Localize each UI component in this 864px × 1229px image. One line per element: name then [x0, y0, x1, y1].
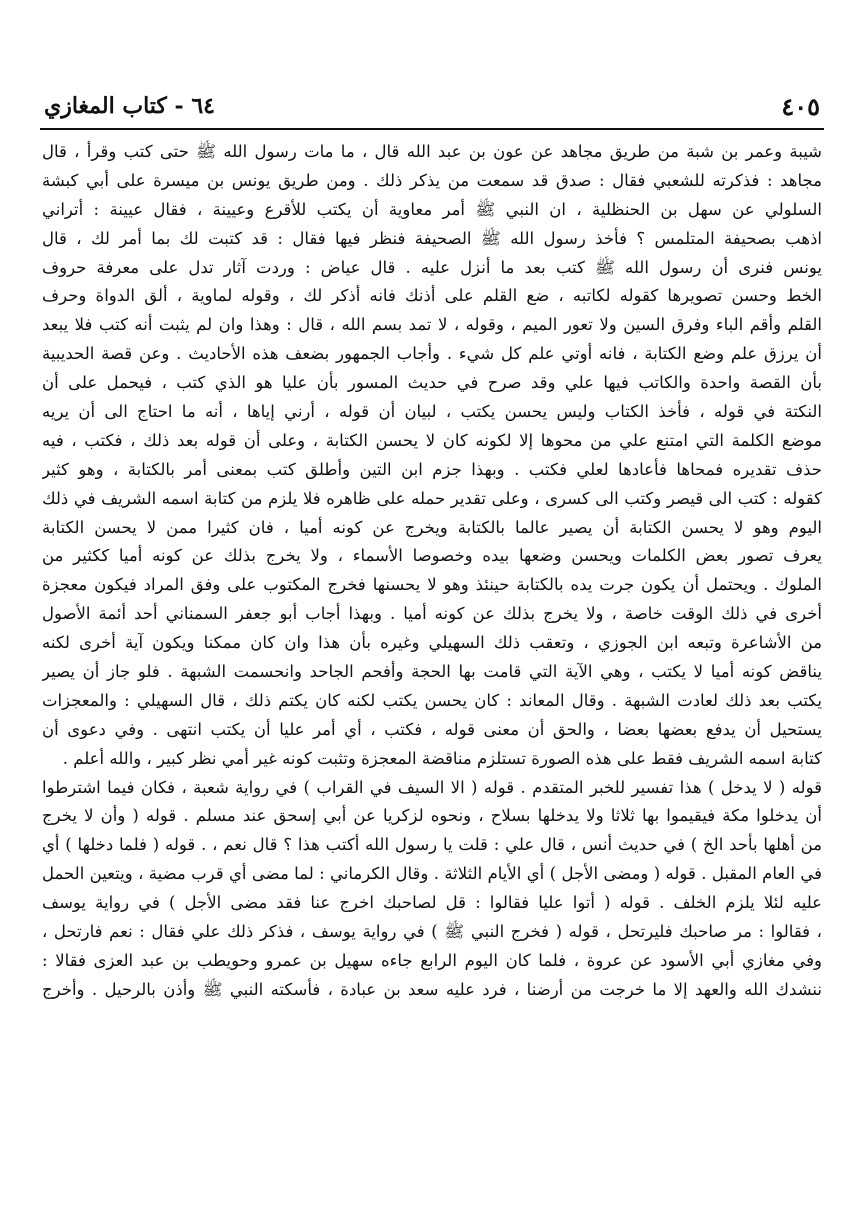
text-line: كقوله : كتب الى قيصر وكتب الى كسرى ، وعلى تقدير حمله على ظاهره فلا يلزم من كتابة اسمه الشريف في ذلك: [42, 488, 822, 508]
text-line: حذف تقديره فمحاها فأعادها لعلي فكتب . وبهذا جزم ابن التين وأطلق كتب بمعنى أمر بالكتابة ، وهو كثير: [42, 459, 822, 479]
text-line: أن يدخلوا مكة فيقيموا بها ثلاثا ولا يدخلها بسلاح ، ونحوه لزكريا عن أبي إسحق عند مسلم . قوله ( وأن لا يخرج: [42, 806, 822, 826]
page-header: [44, 86, 820, 126]
text-line: يونس فنرى أن رسول الله ﷺ كتب بعد ما أنزل عليه . قال عياض : وردت آثار تدل على معرفة حروف: [42, 257, 822, 277]
text-line: بأن القصة واحدة والكاتب فيها علي وقد صرح في حديث المسور بأن عليا هو الذي كتب ، فيحمل على أن: [42, 373, 822, 393]
page-number: ٤٠٥: [781, 91, 820, 121]
text-line: الخط وحسن تصويرها كقوله لكاتبه ، ضع القلم على أذنك فانه أذكر لك ، وقوله لماوية ، ألق الدواة وحرف: [42, 286, 822, 306]
text-line: الملوك . ويحتمل أن يكون جرت يده بالكتابة حينئذ وهو لا يحسنها فخرج المكتوب على وفق المراد فيكون معجزة: [42, 575, 822, 595]
text-line: وفي مغازي أبي الأسود عن عروة ، فلما كان اليوم الرابع جاءه سهيل بن عمرو وحويطب بن عبد العزى فقالا :: [42, 950, 822, 970]
text-line: القلم وأقم الباء وفرق السين ولا تعور الميم ، وقوله ، لا تمد بسم الله ، قال : وهذا وان لم يثبت أنه كتب فلا يبعد: [42, 315, 822, 335]
text-line: يكتب بعد ذلك لعادت الشبهة . وقال المعاند : كان يحسن يكتب لكنه كان يكتم ذلك ، قال السهيلي : والمعجزات: [42, 690, 822, 710]
text-line: مجاهد : فذكرته للشعبي فقال : صدق قد سمعت من يذكر ذلك . ومن طريق يونس بن ميسرة على أبي كبشة: [42, 170, 822, 190]
header-rule: [40, 128, 824, 130]
text-line: ننشدك الله والعهد إلا ما خرجت من أرضنا ، فرد عليه سعد بن عبادة ، فأسكته النبي ﷺ وأذن بالرحيل . وأخرج: [42, 979, 822, 999]
text-line: السلولي عن سهل بن الحنظلية ، ان النبي ﷺ أمر معاوية أن يكتب للأقرع وعيينة ، فقال عيينة : أتراني: [42, 199, 822, 219]
text-line: موضع الكلمة التي امتنع علي من محوها إلا لكونه كان لا يحسن الكتابة ، وعلى أن قوله بعد ذلك ، فكتب ، فيه: [42, 430, 822, 450]
text-line: أن يرزق علم وضع الكتابة ، فانه أوتي علم كل شيء . وأجاب الجمهور بضعف هذه الأحاديث . وعن قصة الحديبية: [42, 344, 822, 364]
text-line: كتابة اسمه الشريف فقط على هذه الصورة تستلزم مناقضة المعجزة وتثبت كونه غير أمي نظر كبير ، والله أعلم .: [62, 748, 822, 768]
text-line: النكتة في قوله ، فأخذ الكتاب وليس يحسن يكتب ، لبيان أن قوله ، أرني إياها ، أنه ما احتاج الى أن يريه: [42, 402, 822, 422]
text-line: قوله ( لا يدخل ) هذا تفسير للخبر المتقدم . قوله ( الا السيف في القراب ) في رواية شعبة ، فكان فيما اشترطوا: [42, 777, 822, 797]
text-line: عليه لئلا يلزم الخلف . قوله ( أتوا عليا فقالوا : قل لصاحبك اخرج عنا فقد مضى الأجل ) في رواية يوسف: [42, 893, 822, 913]
text-line: من أهلها بأحد الخ ) في حديث أنس ، قال علي : قلت يا رسول الله أكتب هذا ؟ قال نعم ، . قوله ( فلما دخلها ) أي: [42, 835, 822, 855]
text-line: اذهب بصحيفة المتلمس ؟ فأخذ رسول الله ﷺ الصحيفة فنظر فيها فقال : قد كتبت لك بما أمر لك ، قال: [42, 228, 822, 248]
text-line: اليوم وهو لا يحسن الكتابة أن يصير عالما بالكتابة ويخرج عن كونه أميا ، فان كثيرا ممن لا يحسن الكتابة: [42, 517, 822, 537]
text-line: يعرف تصور بعض الكلمات ويحسن وضعها بيده وخصوصا الأسماء ، ولا يخرج بذلك عن كونه أميا ككثير من: [42, 546, 822, 566]
text-line: من الأشاعرة وتبعه ابن الجوزي ، وتعقب ذلك السهيلي وغيره بأن هذا وان كان ممكنا ويكون آية أخرى لكنه: [42, 633, 822, 653]
text-line: في العام المقبل . قوله ( ومضى الأجل ) أي الأيام الثلاثة . وقال الكرماني : لما مضى أي قرب مضية ، ويتعين الحمل: [42, 864, 822, 884]
text-line: أخرى في ذلك الوقت خاصة ، ولا يخرج بذلك عن كونه أميا . وبهذا أجاب أبو جعفر السمناني أحد أئمة الأصول: [42, 604, 822, 624]
body-text: [42, 138, 822, 1208]
text-line: ، فقالوا : مر صاحبك فليرتحل ، قوله ( فخرج النبي ﷺ ) في رواية يوسف ، فذكر ذلك علي فقال : نعم فارتحل ،: [42, 922, 822, 942]
text-line: يستحيل أن يدفع بعضها بعضا ، والحق أن معنى قوله ، فكتب ، أي أمر عليا أن يكتب انتهى . وفي دعوى أن: [42, 719, 822, 739]
text-line: يناقض كونه أميا لا يكتب ، وهي الآية التي قامت بها الحجة وأفحم الجاحد وانحسمت الشبهة . فلو جاز أن يصير: [42, 662, 822, 682]
text-line: شيبة وعمر بن شبة من طريق مجاهد عن عون بن عبد الله قال ، ما مات رسول الله ﷺ حتى كتب وقرأ ، قال: [42, 142, 822, 161]
running-title: ٦٤ - كتاب المغازي: [44, 93, 215, 119]
